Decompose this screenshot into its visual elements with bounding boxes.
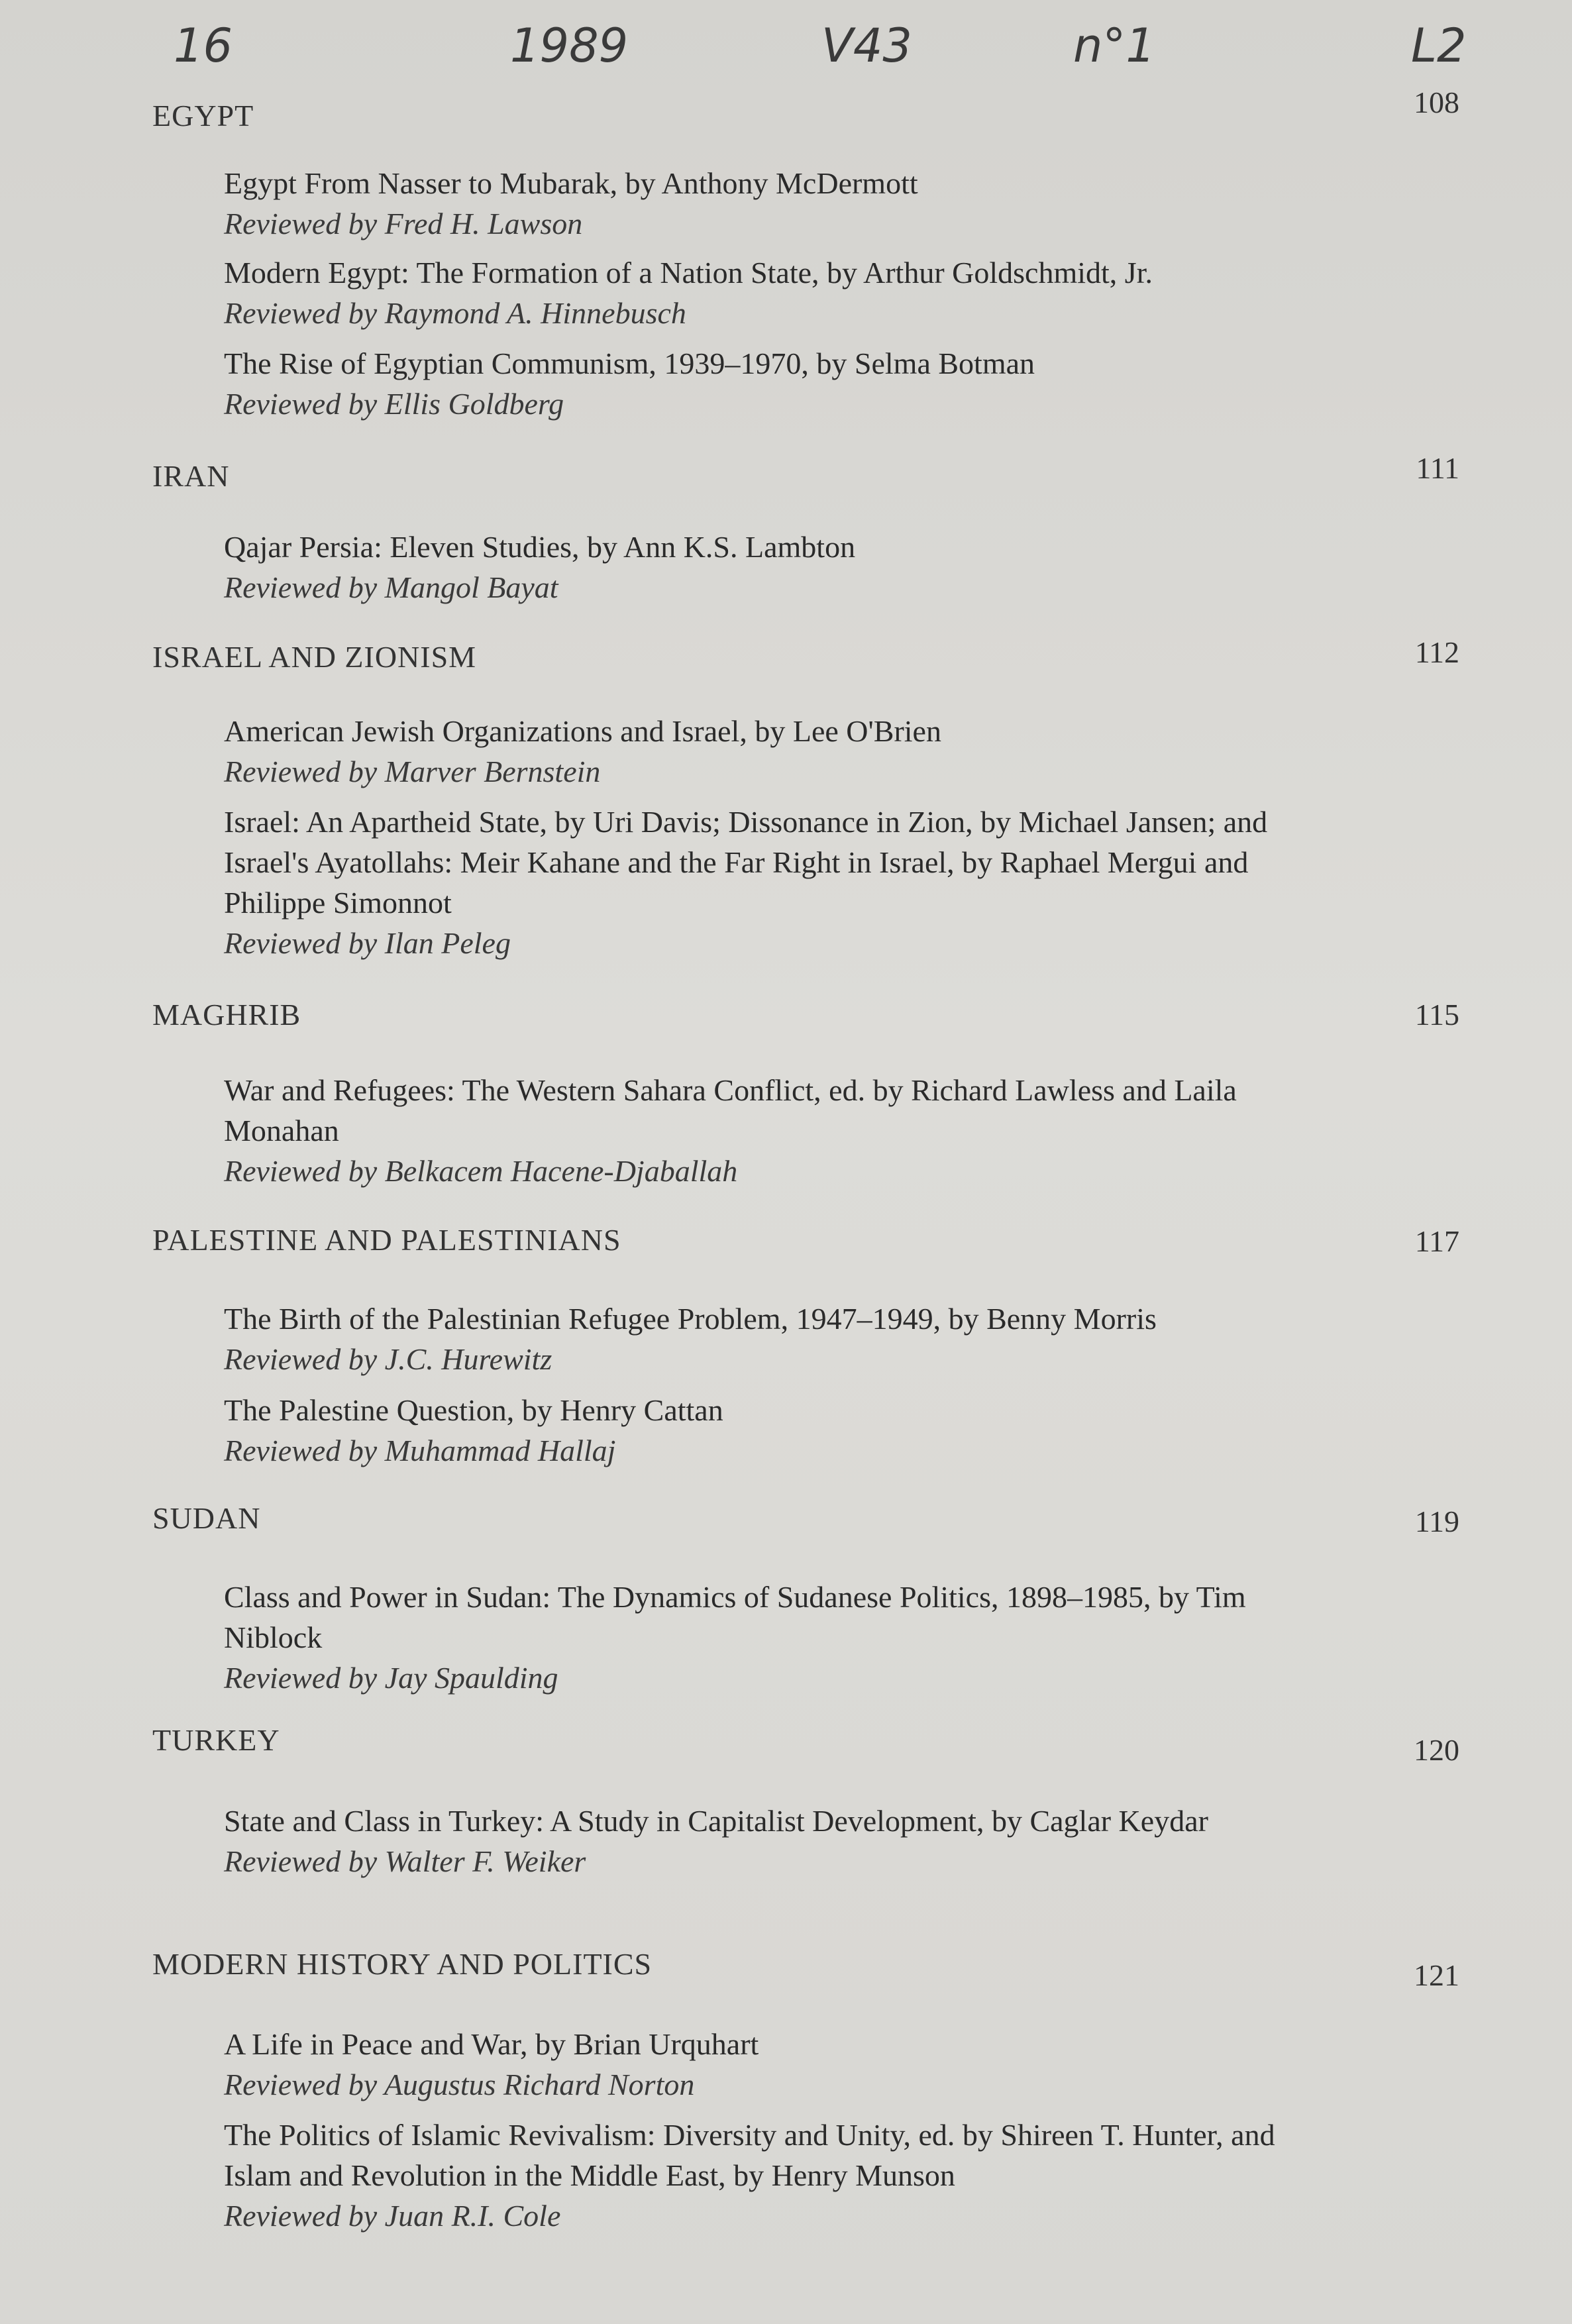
review-entry	[224, 1577, 1337, 1698]
section-title-iran: IRAN	[152, 459, 230, 493]
entry-reviewer: Reviewed by Juan R.I. Cole	[224, 2199, 561, 2233]
review-entry	[224, 2024, 1337, 2105]
entry-title: War and Refugees: The Western Sahara Conflict, ed. by Richard Lawless and Laila Monahan	[224, 1073, 1237, 1147]
section-page-turkey: 120	[1414, 1733, 1459, 1767]
handwritten-note-location: L2	[1411, 19, 1467, 73]
entry-title: The Rise of Egyptian Communism, 1939–1970, by Selma Botman	[224, 346, 1035, 380]
entry-title: Qajar Persia: Eleven Studies, by Ann K.S. Lambton	[224, 530, 856, 564]
entry-reviewer: Reviewed by Augustus Richard Norton	[224, 2068, 695, 2101]
review-entry	[224, 1801, 1337, 1881]
entry-reviewer: Reviewed by Ellis Goldberg	[224, 387, 564, 421]
review-entry	[224, 1070, 1337, 1191]
entry-reviewer: Reviewed by Jay Spaulding	[224, 1661, 558, 1695]
review-entry	[224, 711, 1337, 792]
entry-title: American Jewish Organizations and Israel, by Lee O'Brien	[224, 714, 941, 748]
section-page-iran: 111	[1416, 451, 1459, 485]
review-entry	[224, 163, 1337, 244]
entry-title: The Birth of the Palestinian Refugee Problem, 1947–1949, by Benny Morris	[224, 1302, 1157, 1336]
entry-title: Israel: An Apartheid State, by Uri Davis; Dissonance in Zion, by Michael Jansen; and Israel's Ayatollahs: Meir Kahane and the Far Right in Israel, by Raphael Mergui and Philippe Simonnot	[224, 805, 1268, 920]
entry-title: Class and Power in Sudan: The Dynamics of Sudanese Politics, 1898–1985, by Tim Niblock	[224, 1580, 1246, 1654]
entry-reviewer: Reviewed by Raymond A. Hinnebusch	[224, 296, 686, 330]
entry-title: The Palestine Question, by Henry Cattan	[224, 1393, 723, 1427]
section-page-modern-history: 121	[1414, 1958, 1459, 1992]
entry-reviewer: Reviewed by Ilan Peleg	[224, 926, 511, 960]
review-entry	[224, 1390, 1337, 1471]
section-title-maghrib: MAGHRIB	[152, 998, 301, 1031]
section-title-palestine: PALESTINE AND PALESTINIANS	[152, 1223, 621, 1257]
entry-reviewer: Reviewed by Muhammad Hallaj	[224, 1434, 616, 1467]
section-page-sudan: 119	[1414, 1505, 1459, 1538]
handwritten-note-year: 1989	[510, 19, 629, 73]
section-page-israel-zionism: 112	[1414, 635, 1459, 669]
entry-title: The Politics of Islamic Revivalism: Diversity and Unity, ed. by Shireen T. Hunter, and Islam and Revolution in the Middle East, by Henry Munson	[224, 2118, 1275, 2192]
entry-title: State and Class in Turkey: A Study in Capitalist Development, by Caglar Keydar	[224, 1804, 1208, 1838]
entry-reviewer: Reviewed by Mangol Bayat	[224, 570, 558, 604]
section-page-egypt: 108	[1414, 85, 1459, 119]
entry-title: Modern Egypt: The Formation of a Nation State, by Arthur Goldschmidt, Jr.	[224, 256, 1153, 290]
entry-title: A Life in Peace and War, by Brian Urquhart	[224, 2027, 759, 2061]
entry-title: Egypt From Nasser to Mubarak, by Anthony McDermott	[224, 166, 918, 200]
section-title-turkey: TURKEY	[152, 1723, 280, 1757]
review-entry	[224, 527, 1337, 607]
review-entry	[224, 2115, 1337, 2236]
handwritten-note-issue: n°1	[1073, 19, 1155, 73]
section-title-modern-history: MODERN HISTORY AND POLITICS	[152, 1947, 653, 1981]
entry-reviewer: Reviewed by Marver Bernstein	[224, 755, 601, 788]
review-entry	[224, 802, 1337, 963]
handwritten-note-volume: V43	[821, 19, 912, 73]
section-title-israel-zionism: ISRAEL AND ZIONISM	[152, 640, 477, 674]
section-title-sudan: SUDAN	[152, 1501, 261, 1535]
entry-reviewer: Reviewed by J.C. Hurewitz	[224, 1342, 552, 1376]
section-title-egypt: EGYPT	[152, 99, 254, 132]
entry-reviewer: Reviewed by Walter F. Weiker	[224, 1844, 586, 1878]
review-entry	[224, 343, 1337, 424]
section-page-palestine: 117	[1414, 1224, 1459, 1258]
handwritten-note-volume-number: 16	[174, 19, 233, 73]
review-entry	[224, 1298, 1337, 1379]
entry-reviewer: Reviewed by Belkacem Hacene-Djaballah	[224, 1154, 738, 1188]
entry-reviewer: Reviewed by Fred H. Lawson	[224, 207, 583, 240]
review-entry	[224, 252, 1337, 333]
section-page-maghrib: 115	[1414, 998, 1459, 1031]
